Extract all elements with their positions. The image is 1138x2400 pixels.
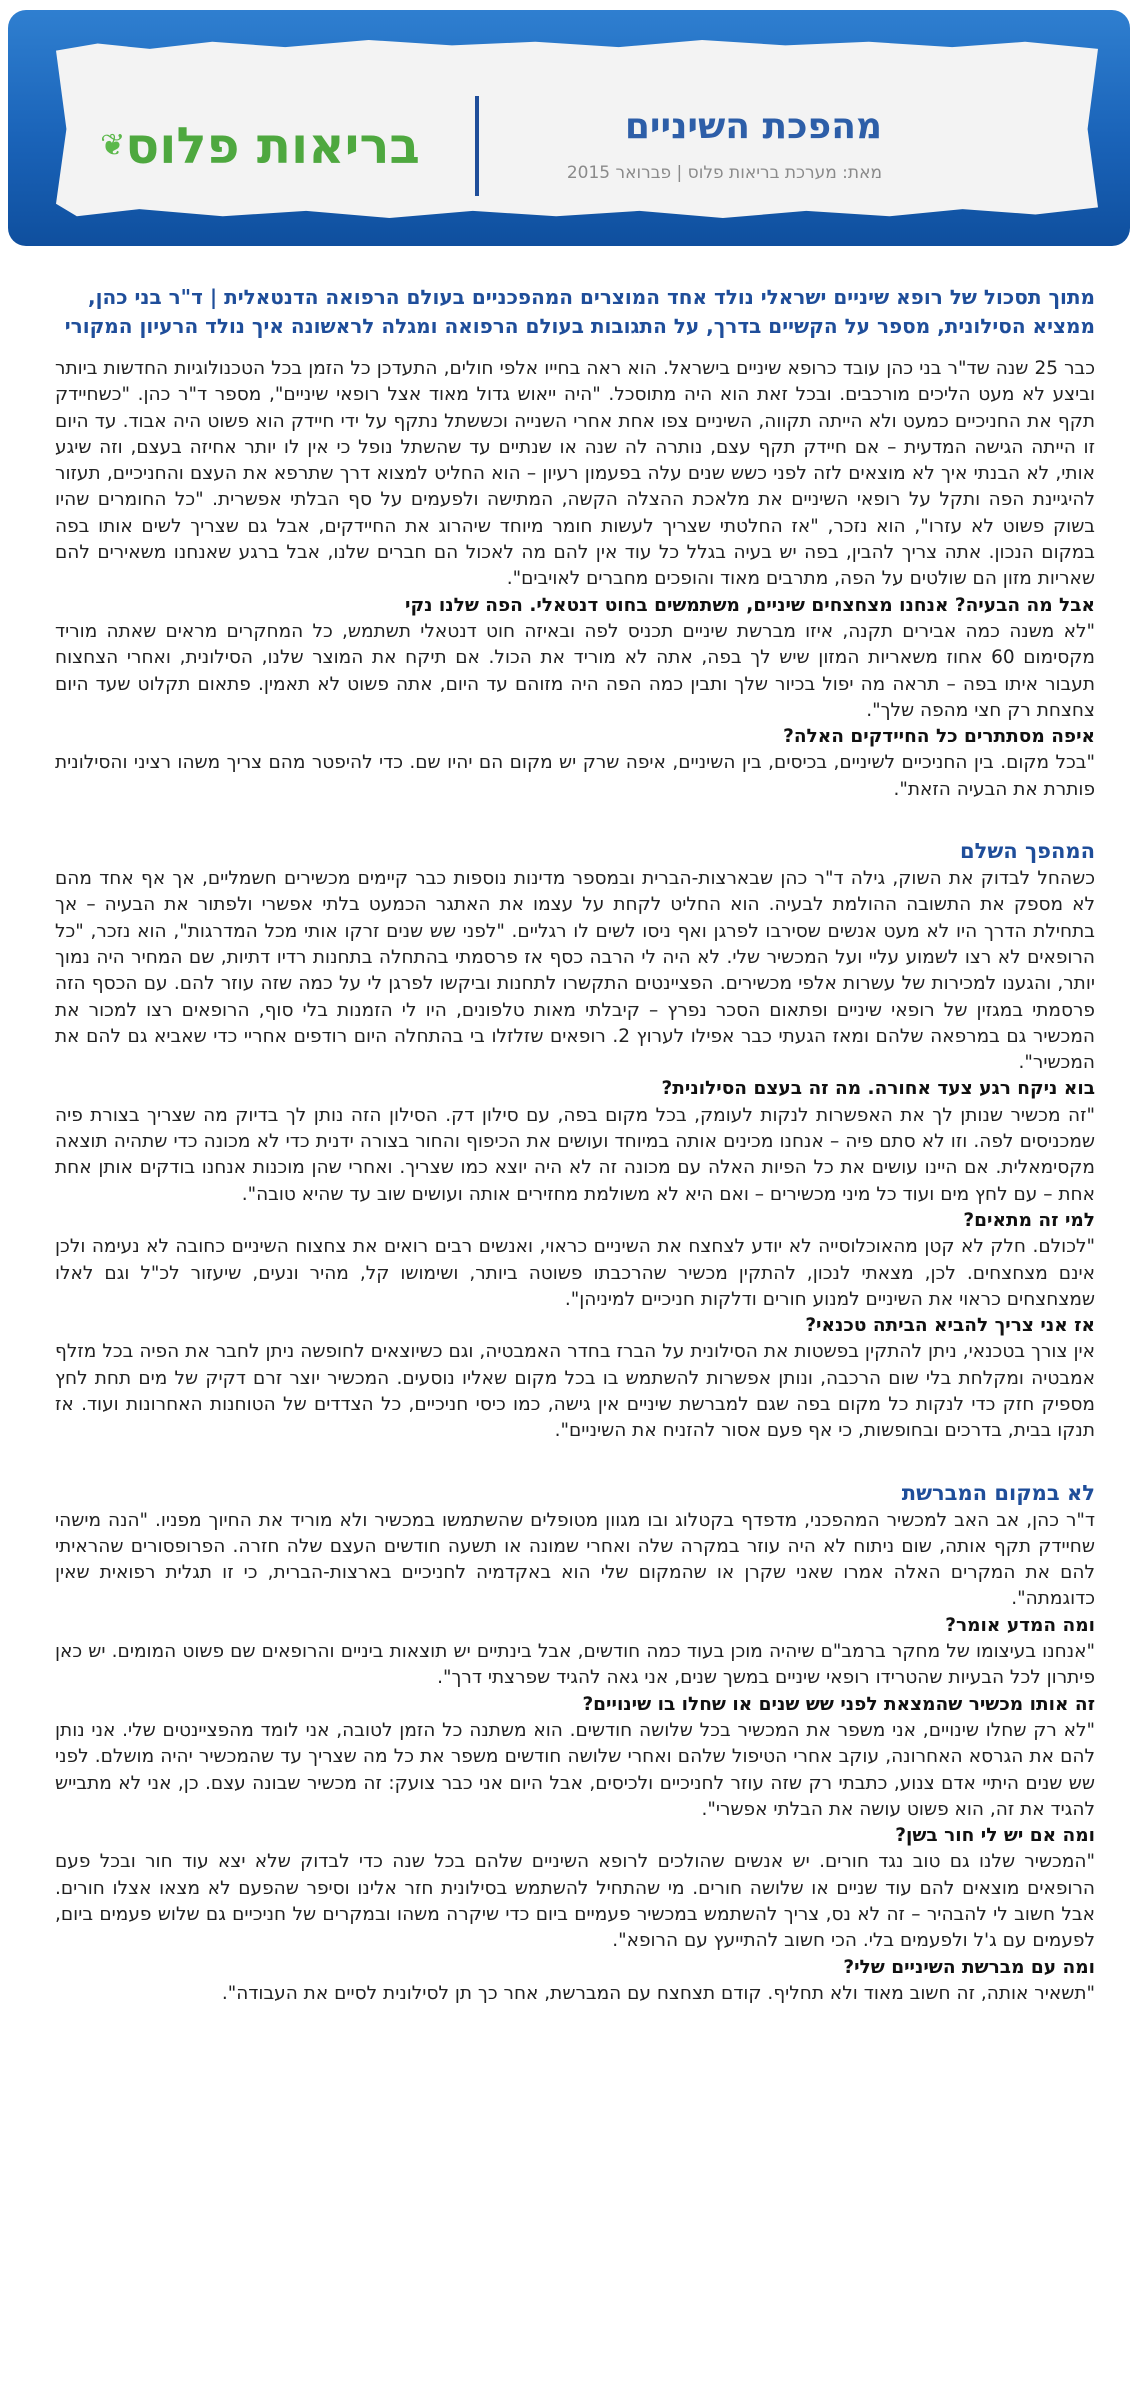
header-divider xyxy=(475,96,479,196)
byline: מאת: מערכת בריאות פלוס | פברואר 2015 xyxy=(566,163,882,183)
article-lead: מתוך תסכול של רופא שיניים ישראלי נולד אחד המוצרים המהפכניים בעולם הרפואה הדנטאלית | ד"ר בני כהן, ממציא הסילונית, מספר על הקשיים בדרך, על התגובות בעולם הרפואה ומגלה לראשונה איך נולד הרעיון המקורי xyxy=(64,285,1095,338)
answer-8: "המכשיר שלנו גם טוב נגד חורים. יש אנשים שהולכים לרופא השיניים שלהם בכל שנה כדי לבדוק שלא יצא עוד חור ובכל פעם הרופאים מוצאים להם עוד שניים או שלושה חורים. מי שהתחיל להשתמש בסילונית חזר אלינו וסיפר שהפעם לא מצאו אצלו חורים. אבל חשוב לי להבהיר – זה לא נס, צריך להשתמש במכשיר פעמיים ביום כדי שיקרה משהו ובמקרים של חניכיים גם שלוש פעמים ביום, לפעמים עם ג'ל ולפעמים בלי. הכי חשוב להתייעץ עם הרופא". xyxy=(55,1851,1095,1952)
question-7: זה אותו מכשיר שהמצאת לפני שש שנים או שחלו בו שינויים? xyxy=(582,1693,1095,1715)
answer-7: "לא רק שחלו שינויים, אני משפר את המכשיר בכל שלושה חודשים. הוא משתנה כל הזמן לטובה, אני לומד מהפציינטים שלי. אני נותן להם את הגרסא האחרונה, עוקב אחרי הטיפול שלהם ואחרי שלושה חודשים משפר את כל מה שצריך עד שהמכשיר יהיה מושלם. לפני שש שנים היתיי אדם צנוע, כתבתי רק שזה עוזר לחניכיים ולכיסים, אבל היום אני כבר צועק: זה מכשיר שבונה עצם. כן, אני לא מתבייש להגיד את זה, הוא פשוט עושה את הבלתי אפשרי". xyxy=(55,1719,1095,1820)
question-2: איפה מסתתרים כל החיידקים האלה? xyxy=(783,726,1095,748)
question-5: אז אני צריך להביא הביתה טכנאי? xyxy=(805,1315,1095,1337)
question-9: ומה עם מברשת השיניים שלי? xyxy=(843,1956,1095,1978)
question-4: למי זה מתאים? xyxy=(963,1209,1095,1231)
answer-6: "אנחנו בעיצומו של מחקר ברמב"ם שיהיה מוכן בעוד כמה חודשים, אבל בינתיים יש תוצאות ביניים והרופאים שם פשוט המומים. יש כאן פיתרון לכל הבעיות שהטרידו רופאי שיניים במשך שנים, אני גאה להגיד שפרצתי דרך". xyxy=(55,1641,1095,1689)
section-paragraph-2: ד"ר כהן, אב האב למכשיר המהפכני, מדפדף בקטלוג ובו מגוון מטופלים שהשתמשו במכשיר ולא מוריד את החיוך מפניו. "הנה מישהי שחיידק תקף אותה, שום ניתוח לא היה עוזר במקרה שלה ואחרי שמונה או תשעה חודשים העצם שלה חזרה. הפרופסורים שהראיתי להם את המקרים האלה אמרו שאני שקרן או שהמקום שלי הוא באקדמיה לחניכיים בארצות-הברית, כי זו תגלית רפואית שאין כדוגמתה". xyxy=(55,1509,1095,1610)
section-title-1: המהפך השלם xyxy=(960,839,1095,864)
answer-1: "לא משנה כמה אבירים תקנה, איזו מברשת שיניים תכניס לפה ובאיזה חוט דנטאלי תשתמש, כל המחקרים מראים שאתה מוריד מקסימום 60 אחוז משאריות המזון שיש לך בפה, אתה לא מוריד את הכול. אם תיקח את המוצר שלנו, הסילונית, ואחרי הצחצוח תעבור איתו בפה – תראה מה יפול בכיור שלך ותבין כמה הפה היה מזוהם עד היום, אתה פשוט לא תאמין. פתאום תקלוט שעד היום צחצחת רק חצי מהפה שלך". xyxy=(55,620,1095,721)
header-banner xyxy=(8,10,1130,246)
answer-2: "בכל מקום. בין החניכיים לשיניים, בכיסים, בין השיניים, איפה שרק יש מקום הם יהיו שם. כדי להיפטר מהם צריך משהו רציני והסילונית פותרת את הבעיה הזאת". xyxy=(55,752,1095,800)
leaf-icon: ❦ xyxy=(100,128,126,163)
question-6: ומה המדע אומר? xyxy=(945,1614,1095,1636)
question-3: בוא ניקח רגע צעד אחורה. מה זה בעצם הסילונית? xyxy=(661,1078,1095,1100)
answer-3: "זה מכשיר שנותן לך את האפשרות לנקות לעומק, בכל מקום בפה, עם סילון דק. הסילון הזה נותן לך בדיוק מה שצריך בצורת פיה שמכניסים לפה. וזו לא סתם פיה – אנחנו מכינים אותה במיוחד ועושים את הכיפוף והחור בצורה ידנית כדי לא מכונה כדי שתהיה תוצאה מקסימאלית. אם היינו עושים את כל הפיות האלה עם מכונה זה לא היה יוצא כמו שצריך. ואחרי שהן מוכנות אנחנו בודקים אותן אחת אחת – עם לחץ מים ועוד כל מיני מכשירים – ואם היא לא משולמת מחזירים אותה ועושים שוב עד שהיא טובה". xyxy=(55,1104,1095,1205)
section-gap xyxy=(55,1445,1095,1478)
answer-4: "לכולם. חלק לא קטן מהאוכלוסייה לא יודע לצחצח את השיניים כראוי, ואנשים רבים רואים את צחצוח השיניים כחובה לא נעימה ולכן אינם מצחצחים. לכן, מצאתי לנכון, להתקין מכשיר שהרכבתו פשוטה ביותר, ושימושו קל, מהיר ונעים, שיעזור לכ"ל וגם לאלו שמצחצחים כראוי את השיניים למנוע חורים ודלקות חניכיים למיניהן". xyxy=(55,1236,1095,1310)
logo-text: בריאות פלוס xyxy=(125,117,420,175)
page-title: מהפכת השיניים xyxy=(624,106,882,147)
answer-5: אין צורך בטכנאי, ניתן להתקין בפשטות את הסילונית על הברז בחדר האמבטיה, וגם כשיוצאים לחופשה ניתן לחבר את הפיה בכל מזלף אמבטיה ומקלחת בלי שום הרכבה, ונותן אפשרות להשתמש בו בכל מקום שאליו נוסעים. המכשיר יוצר זרם דקיק של מים תחת לחץ מספיק חזק כדי לנקות כל מקום בפה שגם למברשת שיניים אין גישה, כמו כיסי חניכיים, כל הצדדים של הטוחנות האחרונות ועוד. אז תנקו בבית, בדרכים ובחופשות, כי אף פעם אסור להזניח את השיניים". xyxy=(55,1341,1095,1442)
section-title-2: לא במקום המברשת xyxy=(901,1480,1095,1505)
section-paragraph-1: כשהחל לבדוק את השוק, גילה ד"ר כהן שבארצות-הברית ובמספר מדינות נוספות כבר קיימים מכשירים חשמליים, אך אף אחד מהם לא מספק את התשובה ההולמת לבעיה. הוא החליט לקחת על עצמו את האתגר הכמעט בלתי אפשרי ולפתור את הבעיה – אך בתחילת הדרך היו לא מעט אנשים שסירבו לפרגן ואף ניסו לשים לו רגליים. "לפני שש שנים זרקו אותי מכל המדרגות", הוא נזכר, "כל הרופאים לא רצו לשמוע עליי ועל המכשיר שלי. לא היה לי הרבה כסף אז פרסמתי בהתחלה בתחנות רדיו דתיות, שם המחיר היה נמוך יותר, והגענו למכירות של עשרות אלפי מכשירים. הפציינטים התקשרו לתחנות וביקשו לפרגן לי על כמה שזה עוזר להם. עם הכסף הזה פרסמתי במגזין של רופאי שיניים ופתאום הסכר נפרץ – קיבלתי מאות טלפונים, היו לי הזמנות בלי סוף, הרופאים רצו למכור את המכשיר גם במרפאה שלהם ומאז הגעתי כבר אפילו לערוץ 2. רופאים שזלזלו בי בהתחלה היום רודפים אחריי כדי שאביא גם להם את המכשיר". xyxy=(55,868,1095,1074)
brand-logo xyxy=(74,108,446,184)
article-intro: כבר 25 שנה שד"ר בני כהן עובד כרופא שיניים בישראל. הוא ראה בחייו אלפי חולים, התעדכן כל הזמן בכל הטכנולוגיות החדשות ביותר וביצע לא מעט הליכים מורכבים. ובכל זאת הוא היה מתוסכל. "היה ייאוש גדול מאוד אצל רופאי שיניים", מספר ד"ר כהן. "כשחיידק תקף את החניכיים כמעט ולא הייתה תקווה, השיניים צפו אחת אחרי השנייה וכששתל נתקף על ידי חיידק הוא פשוט היה אבוד. עד היום זו הייתה הגישה המדעית – אם חיידק תקף עצם, נותרה לה שנה או שנתיים עד שהשתל נופל כי אין לו יותר אחיזה בעצם, וזה שיגע אותי, לא הבנתי איך לא מוצאים לזה לפני כשש שנים עלה בפעמון רעיון – הוא החליט למצוא דרך שתרפא את העצם והחניכיים, תעזור להיגיינת הפה ותקל על רופאי השיניים את מלאכת ההצלה הקשה, המתישה ולפעמים על סף הבלתי אפשרית. "כל החומרים שהיו בשוק פשוט לא עזרו", הוא נזכר, "אז החלטתי שצריך לעשות חומר מיוחד שיהרוג את החיידקים, אבל גם שצריך לשים אותו בפה במקום הנכון. אתה צריך להבין, בפה יש בעיה בגלל כל עוד אין להם מה לאכול הם חברים שלנו, אבל ברגע שאנחנו משאירים להם שאריות מזון הם שולטים על הפה, מתרבים מאוד והופכים מחברים לאויבים". xyxy=(55,358,1095,590)
section-gap xyxy=(55,803,1095,836)
answer-9: "תשאיר אותה, זה חשוב מאוד ולא תחליף. קודם תצחצח עם המברשת, אחר כך תן לסילונית לסיים את העבודה". xyxy=(221,1982,1095,2004)
article-body xyxy=(55,283,1095,2007)
question-8: ומה אם יש לי חור בשן? xyxy=(895,1825,1095,1847)
question-1: אבל מה הבעיה? אנחנו מצחצחים שיניים, משתמשים בחוט דנטאלי. הפה שלנו נקי xyxy=(405,594,1095,616)
